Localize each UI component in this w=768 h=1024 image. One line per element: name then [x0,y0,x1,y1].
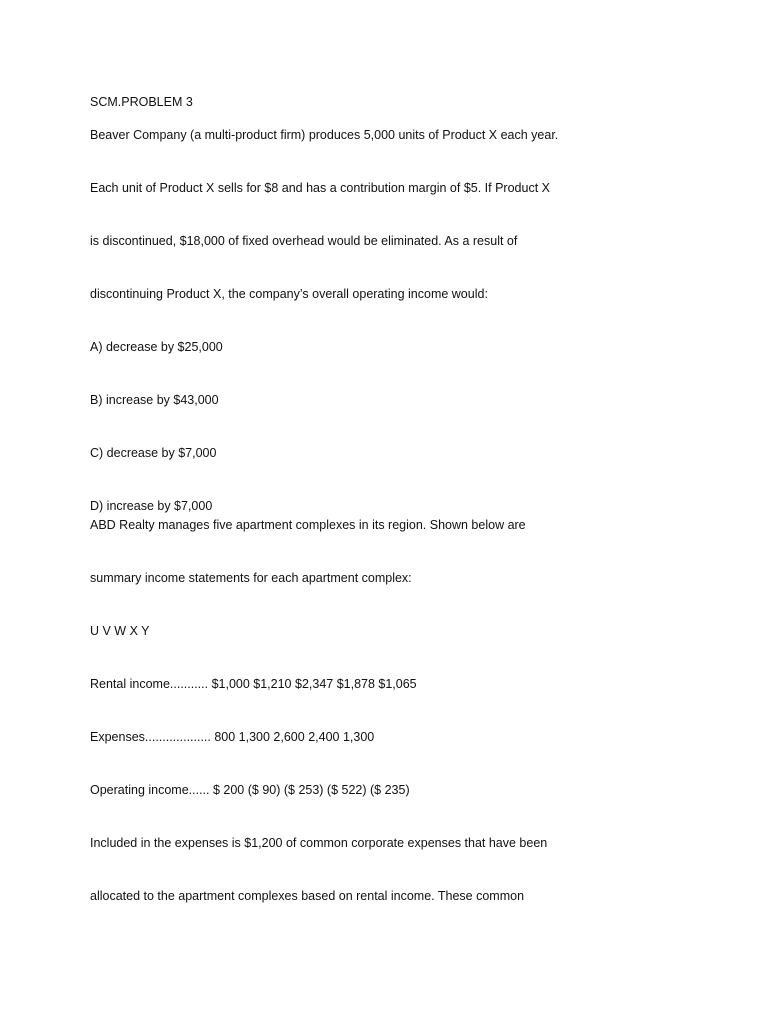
text-line: Included in the expenses is $1,200 of common corporate expenses that have been [90,836,548,850]
text-line: discontinuing Product X, the company’s overall operating income would: [90,287,488,301]
answer-option-b: B) increase by $43,000 [90,393,219,407]
rental-income-row: Rental income........... $1,000 $1,210 $2,347 $1,878 $1,065 [90,677,417,691]
column-headers: U V W X Y [90,624,150,638]
text-line: ABD Realty manages five apartment complexes in its region. Shown below are [90,518,526,532]
text-line: allocated to the apartment complexes based on rental income. These common [90,889,525,903]
text-line: is discontinued, $18,000 of fixed overhead would be eliminated. As a result of [90,234,518,248]
expenses-row: Expenses................... 800 1,300 2,600 2,400 1,300 [90,730,375,744]
answer-option-c: C) decrease by $7,000 [90,446,217,460]
document-heading: SCM.PROBLEM 3 [90,95,193,109]
answer-option-a: A) decrease by $25,000 [90,340,223,354]
text-line: summary income statements for each apartment complex: [90,571,412,585]
text-line: Each unit of Product X sells for $8 and has a contribution margin of $5. If Product X [90,181,550,195]
operating-income-row: Operating income...... $ 200 ($ 90) ($ 253) ($ 522) ($ 235) [90,783,410,797]
text-line: Beaver Company (a multi-product firm) produces 5,000 units of Product X each year. [90,128,559,142]
answer-option-d: D) increase by $7,000 [90,499,213,513]
